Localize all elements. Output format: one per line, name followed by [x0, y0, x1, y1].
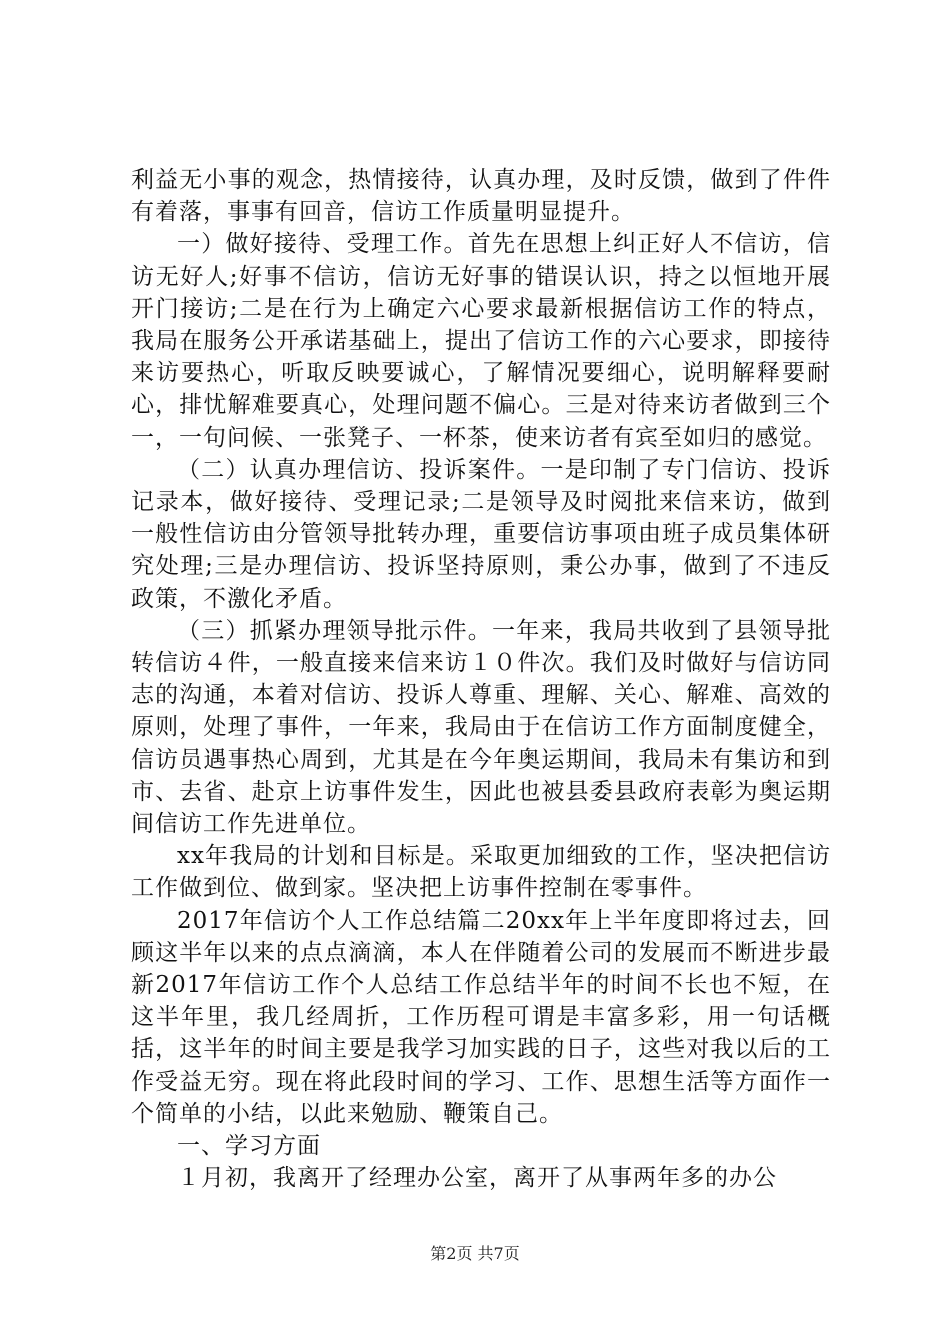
paragraph-plan: xx年我局的计划和目标是。采取更加细致的工作，坚决把信访工作做到位、做到家。坚决把上访事件控制在零事件。 — [131, 843, 831, 902]
paragraph-january: １月初，我离开了经理办公室，离开了从事两年多的办公 — [177, 1165, 777, 1192]
section-heading-study: 一、学习方面 — [177, 1133, 321, 1160]
page-footer: 第2页 共7页 — [430, 1244, 520, 1263]
paragraph-instructions: （三）抓紧办理领导批示件。一年来，我局共收到了县领导批转信访４件，一般直接来信来访１０件次。我们及时做好与信访同志的沟通，本着对信访、投诉人尊重、理解、关心、解难、高效的原则，处理了事件，一年来，我局由于在信访工作方面制度健全，信访员遇事热心周到，尤其是在今年奥运期间，我局未有集访和到市、去省、赴京上访事件发生，因此也被县委县政府表彰为奥运期间信访工作先进单位。 — [131, 617, 831, 838]
document-body — [131, 164, 831, 1195]
paragraph-continuation: 利益无小事的观念，热情接待，认真办理，及时反馈，做到了件件有着落，事事有回音，信访工作质量明显提升。 — [131, 167, 831, 226]
paragraph-summary-two: 2017年信访个人工作总结篇二20xx年上半年度即将过去，回顾这半年以来的点点滴滴，本人在伴随着公司的发展而不断进步最新2017年信访工作个人总结工作总结半年的时间不长也不短，在这半年里，我几经周折，工作历程可谓是丰富多彩，用一句话概括，这半年的时间主要是我学习加实践的日子，这些对我以后的工作受益无穷。现在将此段时间的学习、工作、思想生活等方面作一个简单的小结，以此来勉励、鞭策自己。 — [131, 907, 831, 1127]
paragraph-reception: 一）做好接待、受理工作。首先在思想上纠正好人不信访，信访无好人;好事不信访，信访无好事的错误认识，持之以恒地开展开门接访;二是在行为上确定六心要求最新根据信访工作的特点，我局在服务公开承诺基础上，提出了信访工作的六心要求，即接待来访要热心，听取反映要诚心，了解情况要细心，说明解释要耐心，排忧解难要真心，处理问题不偏心。三是对待来访者做到三个一，一句问候、一张凳子、一杯茶，使来访者有宾至如归的感觉。 — [131, 231, 831, 451]
paragraph-cases: （二）认真办理信访、投诉案件。一是印制了专门信访、投诉记录本，做好接待、受理记录;二是领导及时阅批来信来访，做到一般性信访由分管领导批转办理，重要信访事项由班子成员集体研究处理;三是办理信访、投诉坚持原则，秉公办事，做到了不违反政策，不激化矛盾。 — [131, 456, 831, 612]
